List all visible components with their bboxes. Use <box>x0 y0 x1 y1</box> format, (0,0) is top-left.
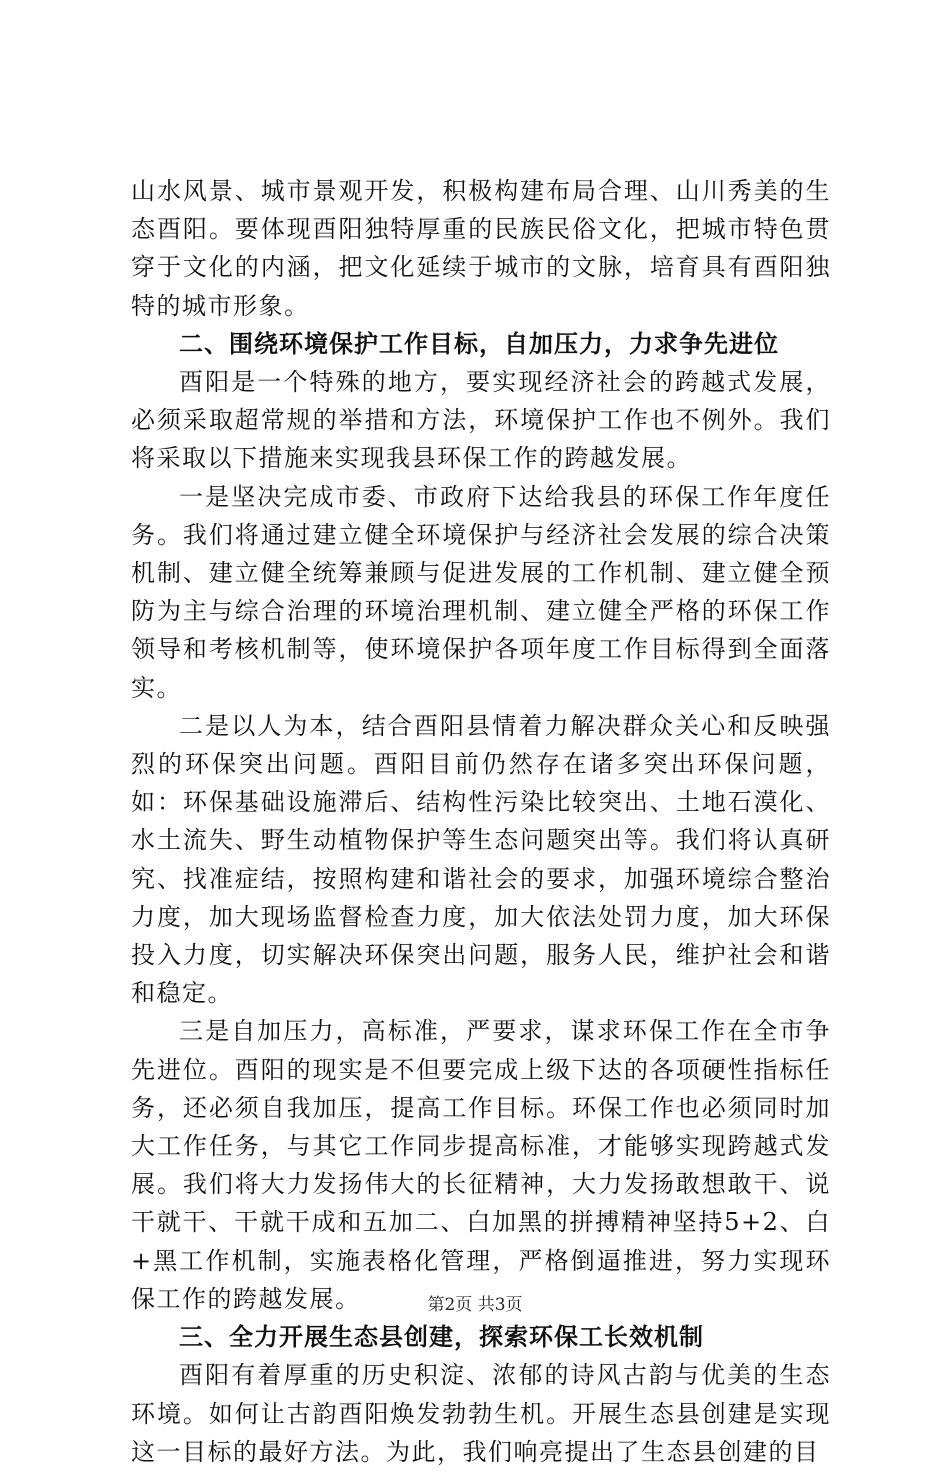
paragraph-intro: 酉阳是一个特殊的地方，要实现经济社会的跨越式发展，必须采取超常规的举措和方法，环境保护工作也不例外。我们将采取以下措施来实现我县环保工作的跨越发展。 <box>131 368 831 473</box>
page-footer: 第2页 共3页 <box>427 1295 523 1315</box>
paragraph-continuation: 山水风景、城市景观开发，积极构建布局合理、山川秀美的生态酉阳。要体现酉阳独特厚重的民族民俗文化，把城市特色贯穿于文化的内涵，把文化延续于城市的文脉，培育具有酉阳独特的城市形象。 <box>131 177 831 320</box>
paragraph-point-1: 一是坚决完成市委、市政府下达给我县的环保工作年度任务。我们将通过建立健全环境保护与经济社会发展的综合决策机制、建立健全统筹兼顾与促进发展的工作机制、建立健全预防为主与综合治理的环境治理机制、建立健全严格的环保工作领导和考核机制等，使环境保护各项年度工作目标得到全面落实。 <box>131 482 831 702</box>
paragraph-point-3: 三是自加压力，高标准，严要求，谋求环保工作在全市争先进位。酉阳的现实是不但要完成上级下达的各项硬性指标任务，还必须自我加压，提高工作目标。环保工作也必须同时加大工作任务，与其它工作同步提高标准，才能够实现跨越式发展。我们将大力发扬伟大的长征精神，大力发扬敢想敢干、说干就干、干就干成和五加二、白加黑的拼搏精神坚持5+2、白+黑工作机制，实施表格化管理，严格倒逼推进，努力实现环保工作的跨越发展。 <box>131 1017 831 1313</box>
document-body <box>131 172 831 1471</box>
section-heading-3: 三、全力开展生态县创建，探索环保工长效机制 <box>179 1323 704 1352</box>
paragraph-eco-county: 酉阳有着厚重的历史积淀、浓郁的诗风古韵与优美的生态环境。如何让古韵酉阳焕发勃勃生机。开展生态县创建是实现这一目标的最好方法。为此，我们响亮提出了生态县创建的目 <box>131 1361 831 1466</box>
section-heading-2: 二、围绕环境保护工作目标，自加压力，力求争先进位 <box>179 329 779 358</box>
paragraph-point-2: 二是以人为本，结合酉阳县情着力解决群众关心和反映强烈的环保突出问题。酉阳目前仍然存在诸多突出环保问题，如：环保基础设施滞后、结构性污染比较突出、土地石漠化、水土流失、野生动植物保护等生态问题突出等。我们将认真研究、找准症结，按照构建和谐社会的要求，加强环境综合整治力度，加大现场监督检查力度，加大依法处罚力度，加大环保投入力度，切实解决环保突出问题，服务人民，维护社会和谐和稳定。 <box>131 711 831 1008</box>
